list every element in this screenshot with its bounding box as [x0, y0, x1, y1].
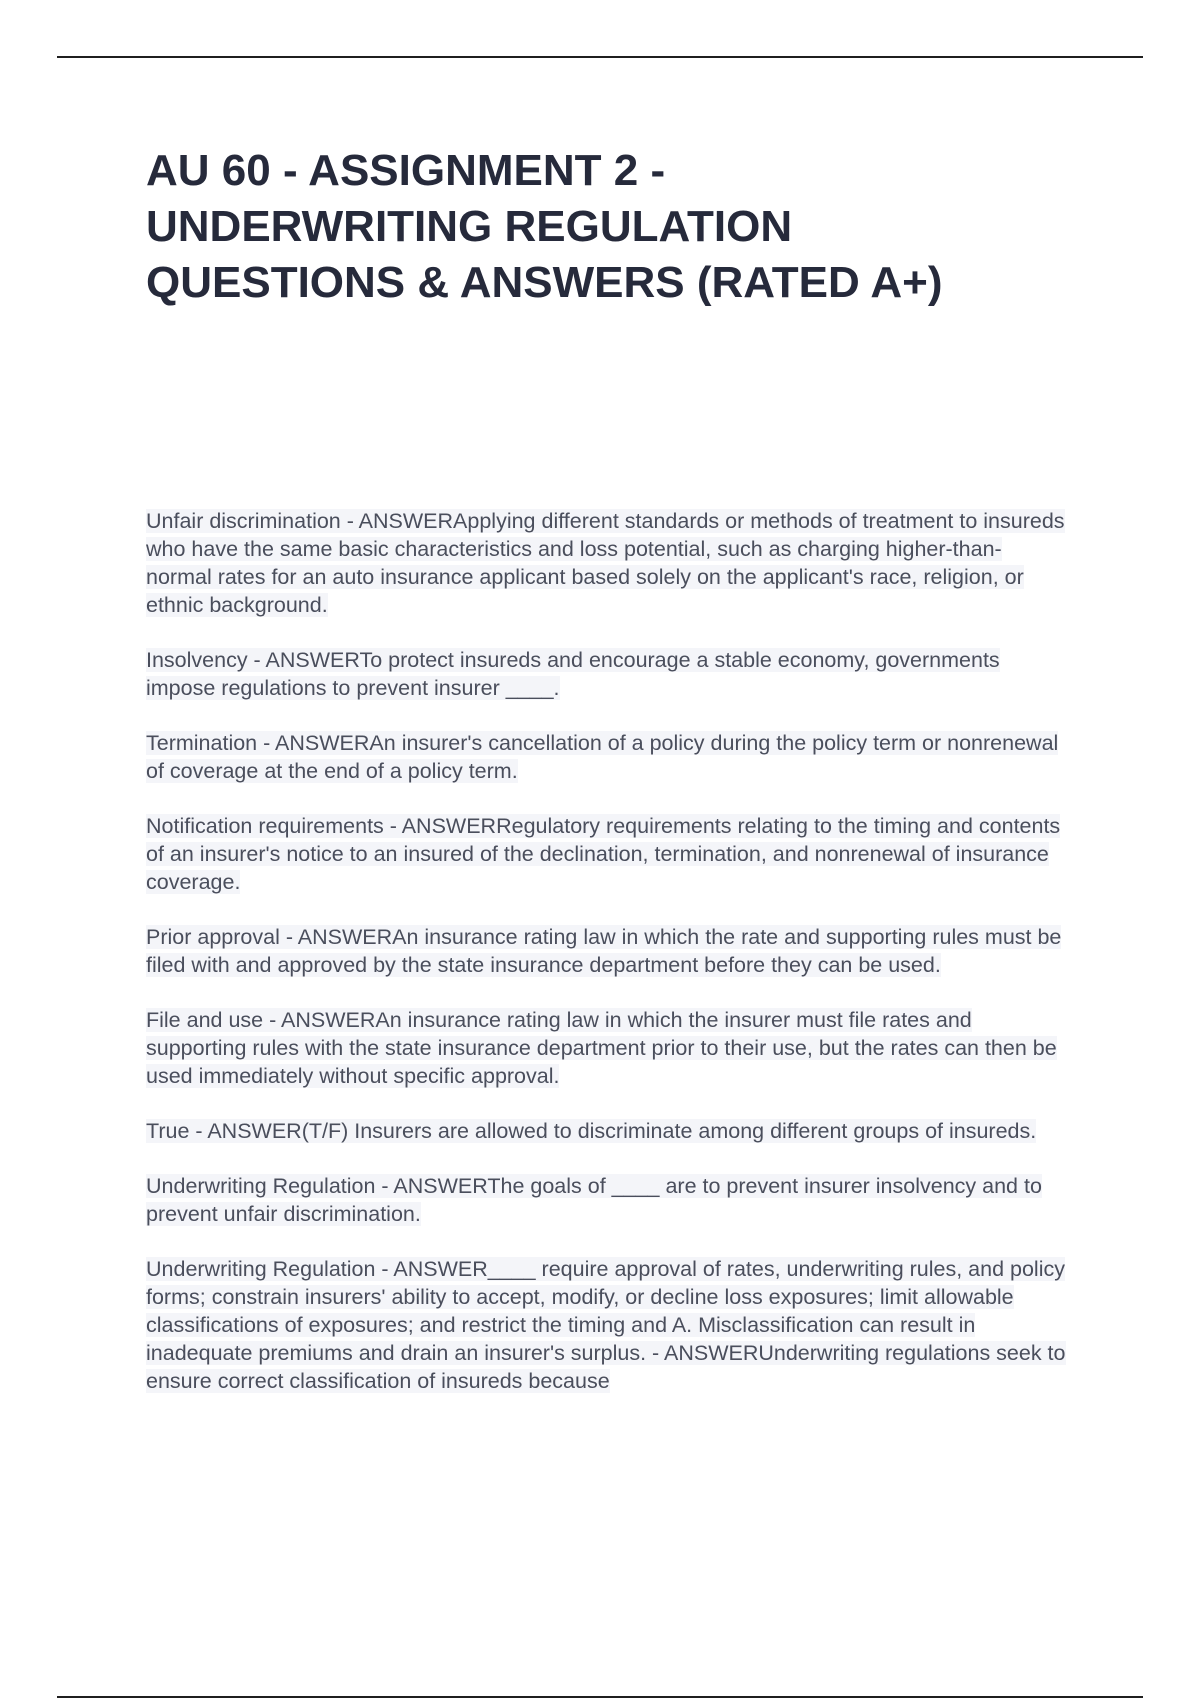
qa-text: Insolvency - ANSWERTo protect insureds and encourage a stable economy, governments impose regulations to prevent insurer ____.	[146, 648, 1000, 700]
qa-text: Underwriting Regulation - ANSWER____ require approval of rates, underwriting rules, and policy forms; constrain insurers' ability to accept, modify, or decline loss exposures; limit allowable classifications of exposures; and restrict the timing and A. Misclassification can result in inadequate premiums and drain an insurer's surplus. - ANSWERUnderwriting regulations seek to ensure correct classification of insureds because	[146, 1257, 1066, 1393]
qa-text: File and use - ANSWERAn insurance rating law in which the insurer must file rates and supporting rules with the state insurance department prior to their use, but the rates can then be used immediately without specific approval.	[146, 1008, 1057, 1088]
qa-item-underwriting-regulation-requirements	[146, 1255, 1066, 1395]
qa-text: Termination - ANSWERAn insurer's cancellation of a policy during the policy term or nonrenewal of coverage at the end of a policy term.	[146, 731, 1059, 783]
qa-item-termination	[146, 729, 1066, 785]
qa-text: Underwriting Regulation - ANSWERThe goals of ____ are to prevent insurer insolvency and to prevent unfair discrimination.	[146, 1174, 1042, 1226]
top-divider	[57, 56, 1143, 58]
qa-item-underwriting-regulation-goals	[146, 1172, 1066, 1228]
qa-item-file-and-use	[146, 1006, 1066, 1090]
bottom-divider	[57, 1696, 1143, 1698]
qa-text: Notification requirements - ANSWERRegulatory requirements relating to the timing and contents of an insurer's notice to an insured of the declination, termination, and nonrenewal of insurance coverage.	[146, 814, 1061, 894]
document-title: AU 60 - ASSIGNMENT 2 - UNDERWRITING REGULATION QUESTIONS & ANSWERS (RATED A+)	[146, 146, 943, 307]
qa-item-unfair-discrimination	[146, 507, 1066, 619]
qa-text: Prior approval - ANSWERAn insurance rating law in which the rate and supporting rules must be filed with and approved by the state insurance department before they can be used.	[146, 925, 1062, 977]
qa-text: True - ANSWER(T/F) Insurers are allowed to discriminate among different groups of insureds.	[146, 1119, 1037, 1143]
qa-item-true	[146, 1117, 1066, 1145]
qa-item-insolvency	[146, 646, 1066, 702]
qa-item-prior-approval	[146, 923, 1066, 979]
qa-list	[146, 507, 1066, 1422]
qa-item-notification-requirements	[146, 812, 1066, 896]
qa-text: Unfair discrimination - ANSWERApplying different standards or methods of treatment to insureds who have the same basic characteristics and loss potential, such as charging higher-than-normal rates for an auto insurance applicant based solely on the applicant's race, religion, or ethnic background.	[146, 509, 1065, 617]
